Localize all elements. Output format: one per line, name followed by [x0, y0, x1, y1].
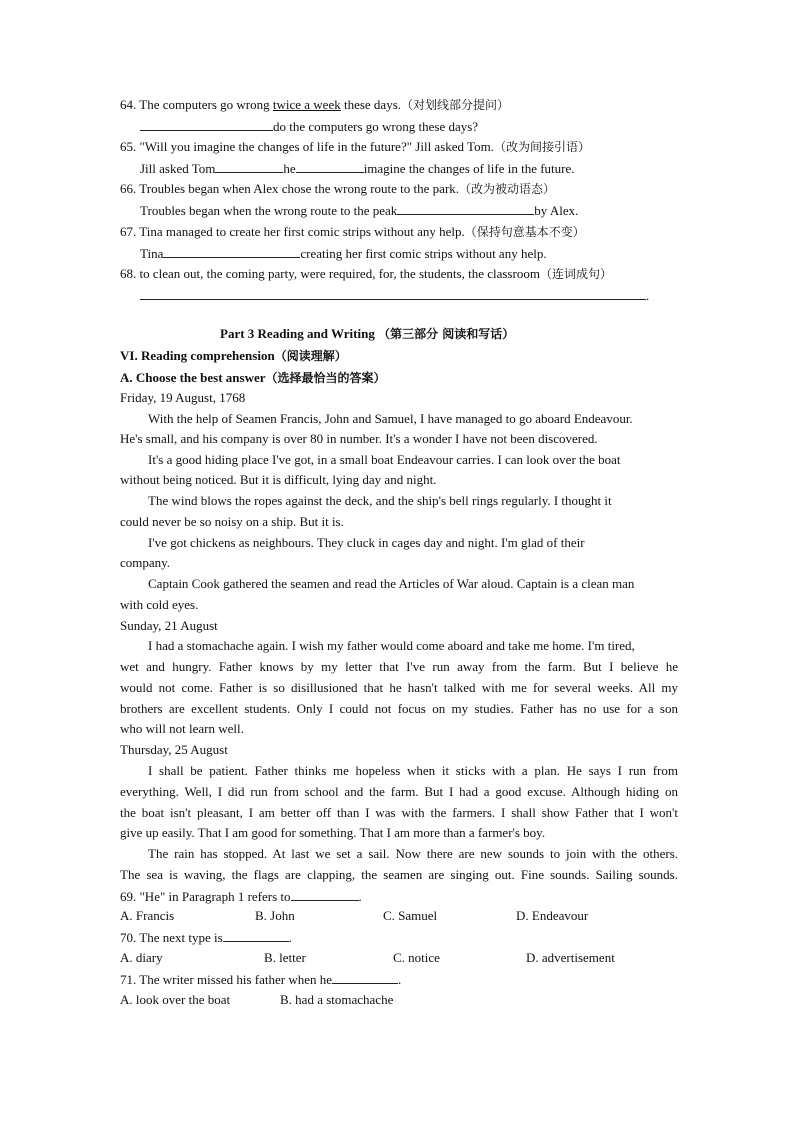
q66-answer-b: by Alex. — [534, 203, 579, 218]
section-vi-heading — [120, 347, 347, 365]
diary-p7-line1: I shall be patient. Father thinks me hopeless when it sticks with a plan. He says I run from — [148, 763, 678, 778]
diary-p4-line2: company. — [120, 555, 171, 570]
section-vi-title: VI. Reading comprehension — [120, 348, 275, 363]
q69-stem: 69. "He" in Paragraph 1 refers to — [120, 889, 291, 904]
question-71 — [120, 970, 401, 989]
diary-p1-line1: With the help of Seamen Francis, John and Samuel, I have managed to go aboard Endeavour. — [148, 411, 633, 426]
q65-answer-c: imagine the changes of life in the future. — [363, 161, 575, 176]
q68-answer-end: . — [646, 288, 650, 303]
section-a-title: A. Choose the best answer — [120, 370, 266, 385]
q65-answer-b: he — [283, 161, 296, 176]
q70-blank[interactable] — [223, 928, 289, 942]
q70-option-a[interactable]: A. diary — [120, 950, 163, 965]
q65-answer-a: Jill asked Tom — [140, 161, 216, 176]
diary-p1-line2: He's small, and his company is over 80 in number. It's a wonder I have not been discovered. — [120, 431, 598, 446]
section-vi-title-cn: （阅读理解） — [274, 349, 347, 363]
q66-text: 66. Troubles began when Alex chose the wrong route to the park. — [120, 181, 460, 196]
question-64 — [120, 96, 509, 114]
diary-p6-line1: I had a stomachache again. I wish my father would come aboard and take me home. I'm tired, — [148, 638, 635, 653]
q69-option-a[interactable]: A. Francis — [120, 908, 175, 923]
q64-text-a: 64. The computers go wrong — [120, 97, 273, 112]
q69-option-d[interactable]: D. Endeavour — [516, 908, 589, 923]
q64-underlined-phrase: twice a week — [272, 97, 341, 112]
diary-p3-line1: The wind blows the ropes against the deck, and the ship's bell rings regularly. I thought it — [148, 493, 612, 508]
q65-blank-1[interactable] — [215, 159, 283, 173]
q71-blank[interactable] — [332, 970, 398, 984]
q70-stem: 70. The next type is — [120, 930, 223, 945]
q66-answer-line — [140, 201, 578, 220]
question-66 — [120, 180, 555, 198]
q68-instruction: （连词成句） — [539, 267, 612, 281]
q67-answer-a: Tina — [140, 246, 164, 261]
diary-p6-line5: who will not learn well. — [120, 721, 244, 736]
part3-title: Part 3 Reading and Writing — [220, 326, 379, 341]
diary-p5-line1: Captain Cook gathered the seamen and read the Articles of War aloud. Captain is a clean man — [148, 576, 635, 591]
diary-p6-line3: would not come. Father is so disillusioned that he hasn't talked with me for several weeks. All my — [120, 680, 678, 695]
q65-blank-2[interactable] — [296, 159, 364, 173]
diary-date-1: Friday, 19 August, 1768 — [120, 390, 246, 405]
q69-option-c[interactable]: C. Samuel — [383, 908, 438, 923]
diary-p4-line1: I've got chickens as neighbours. They cluck in cages day and night. I'm glad of their — [148, 535, 585, 550]
q67-instruction: （保持句意基本不变） — [464, 225, 585, 239]
q71-option-a[interactable]: A. look over the boat — [120, 992, 231, 1007]
question-70 — [120, 928, 292, 947]
diary-p8-line2: The sea is waving, the flags are clapping, the seamen are singing out. Fine sounds. Sailing sounds. — [120, 867, 678, 882]
q66-blank[interactable] — [397, 201, 534, 215]
q64-instruction: （对划线部分提问） — [401, 98, 510, 112]
diary-date-2: Sunday, 21 August — [120, 618, 218, 633]
q65-instruction: （改为间接引语） — [493, 140, 590, 154]
section-a-title-cn: （选择最恰当的答案） — [265, 371, 386, 385]
q70-option-b[interactable]: B. letter — [264, 950, 306, 965]
question-69 — [120, 887, 362, 906]
question-65 — [120, 138, 590, 156]
q68-answer-line — [140, 286, 649, 305]
q65-text: 65. "Will you imagine the changes of life in the future?" Jill asked Tom. — [120, 139, 494, 154]
part3-title-cn: （第三部分 阅读和写话） — [378, 327, 515, 341]
q71-option-b[interactable]: B. had a stomachache — [280, 992, 394, 1007]
diary-p6-line4: brothers are excellent students. Only I could not focus on my studies. Father has no use for a son — [120, 701, 678, 716]
q64-answer-text: do the computers go wrong these days? — [273, 119, 479, 134]
q66-answer-a: Troubles began when the wrong route to the peak — [140, 203, 398, 218]
q69-end: . — [358, 889, 362, 904]
q65-answer-line — [140, 159, 575, 178]
diary-date-3: Thursday, 25 August — [120, 742, 228, 757]
q64-text-b: these days. — [340, 97, 402, 112]
q67-answer-b: creating her first comic strips without any help. — [300, 246, 547, 261]
q69-blank[interactable] — [291, 887, 359, 901]
diary-p2-line2: without being noticed. But it is difficult, lying day and night. — [120, 472, 437, 487]
diary-p7-line4: give up easily. That I am good for something. That I am more than a farmer's boy. — [120, 825, 546, 840]
q67-text: 67. Tina managed to create her first comic strips without any help. — [120, 224, 465, 239]
diary-p6-line2: wet and hungry. Father knows by my letter that I've run away from the farm. But I believe he — [120, 659, 678, 674]
part3-heading — [220, 325, 514, 343]
q69-option-b[interactable]: B. John — [255, 908, 295, 923]
diary-p3-line2: could never be so noisy on a ship. But it is. — [120, 514, 344, 529]
diary-p7-line3: the boat isn't pleasant, I am better off than I was with the farmers. I shall show Father that I won't — [120, 805, 678, 820]
q70-option-d[interactable]: D. advertisement — [526, 950, 615, 965]
q71-end: . — [398, 972, 402, 987]
q70-end: . — [288, 930, 292, 945]
diary-p2-line1: It's a good hiding place I've got, in a small boat Endeavour carries. I can look over the boat — [148, 452, 621, 467]
q70-option-c[interactable]: C. notice — [393, 950, 440, 965]
q66-instruction: （改为被动语态） — [459, 182, 556, 196]
question-68 — [120, 265, 612, 283]
q68-blank[interactable] — [140, 286, 646, 300]
diary-p5-line2: with cold eyes. — [120, 597, 199, 612]
question-67 — [120, 223, 585, 241]
q67-blank[interactable] — [163, 244, 300, 258]
q64-answer-line — [140, 117, 478, 136]
q67-answer-line — [140, 244, 547, 263]
q64-blank[interactable] — [140, 117, 273, 131]
q71-stem: 71. The writer missed his father when he — [120, 972, 333, 987]
q68-text: 68. to clean out, the coming party, were required, for, the students, the classroom — [120, 266, 540, 281]
diary-p8-line1: The rain has stopped. At last we set a sail. Now there are new sounds to join with the others. — [148, 846, 678, 861]
diary-p7-line2: everything. Well, I did run from school and the farm. But I had a good excuse. Although hiding on — [120, 784, 678, 799]
section-a-heading — [120, 369, 386, 387]
